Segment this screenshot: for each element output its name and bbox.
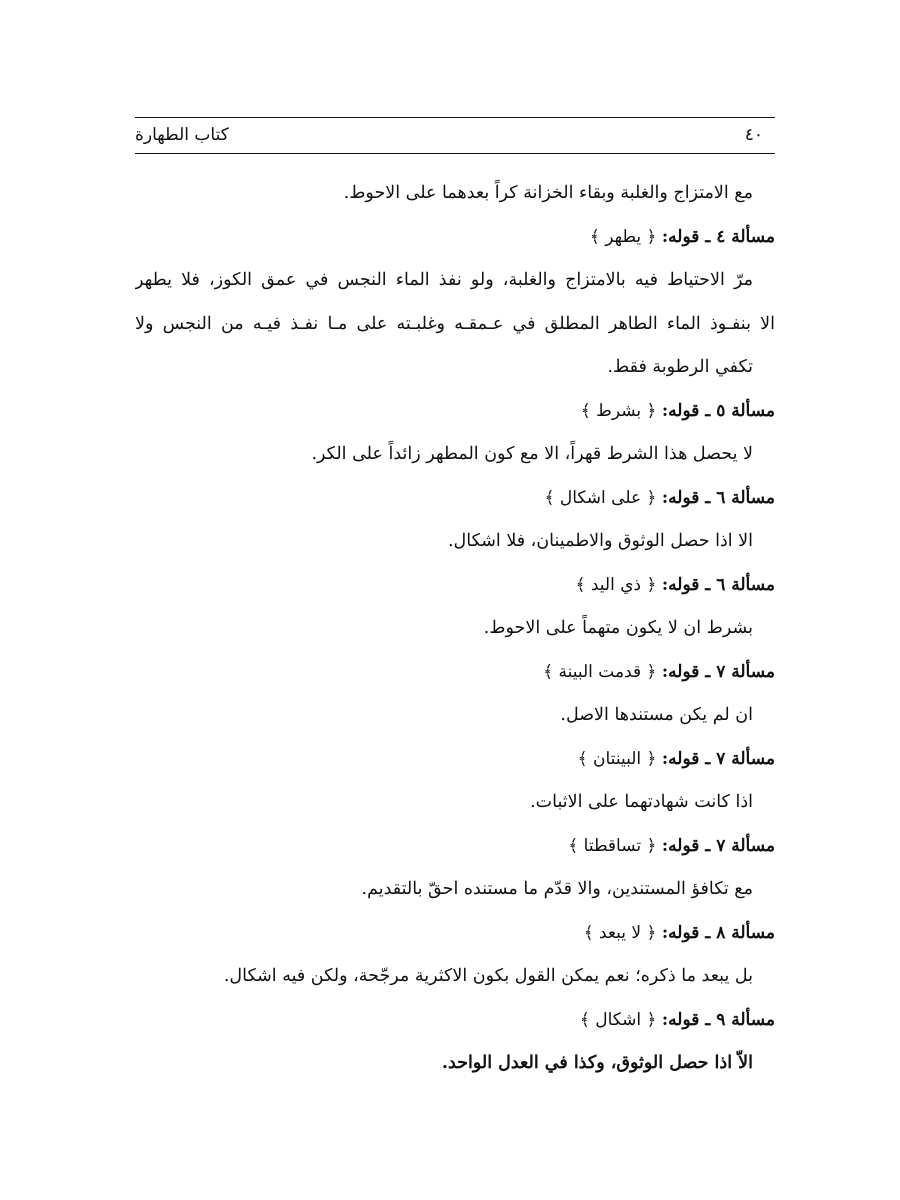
issue-quote: ﴿ قدمت البينة ﴾: [543, 661, 657, 682]
text-line: ان لم يكن مستندها الاصل.: [560, 705, 753, 725]
text-line: بشرط ان لا يكون متهماً على الاحوط.: [483, 618, 753, 638]
issue-quote: ﴿ تساقطتا ﴾: [568, 835, 657, 856]
text-line: الاّ اذا حصل الوثوق، وكذا في العدل الواحد.: [441, 1053, 753, 1073]
issue-label: مسألة ٨ ـ قوله:: [661, 922, 775, 943]
issue-quote: ﴿ يطهر ﴾: [589, 226, 657, 247]
issue-label: مسألة ٧ ـ قوله:: [661, 835, 775, 856]
page-body: [135, 172, 775, 1086]
issue-heading: [135, 738, 775, 782]
issue-label: مسألة ٧ ـ قوله:: [661, 748, 775, 769]
issue-label: مسألة ٥ ـ قوله:: [661, 400, 775, 421]
issue-quote: ﴿ لا يبعد ﴾: [583, 922, 657, 943]
issue-label: مسألة ٩ ـ قوله:: [661, 1009, 775, 1030]
issue-quote: ﴿ ذي اليد ﴾: [575, 574, 657, 595]
issue-quote: ﴿ اشكال ﴾: [579, 1009, 657, 1030]
issue-label: مسألة ٦ ـ قوله:: [661, 574, 775, 595]
text-line: مرّ الاحتياط فيه بالامتزاج والغلبة، ولو نفذ الماء النجس في عمق الكوز، فلا يطهر: [135, 270, 753, 290]
issue-label: مسألة ٤ ـ قوله:: [661, 226, 775, 247]
issue-quote: ﴿ بشرط ﴾: [580, 400, 657, 421]
issue-heading: [135, 912, 775, 956]
text-line: تكفي الرطوبة فقط.: [607, 357, 753, 377]
text-line: مع الامتزاج والغلبة وبقاء الخزانة كراً بعدهما على الاحوط.: [343, 183, 753, 203]
header-title: كتاب الطهارة: [135, 125, 229, 145]
issue-label: مسألة ٧ ـ قوله:: [661, 661, 775, 682]
text-line: الا بنفـوذ الماء الطاهر المطلق في عـمقـه وغلبـته على مـا نفـذ فيـه من النجس ولا: [135, 313, 775, 334]
issue-heading: [135, 651, 775, 695]
issue-heading: [135, 477, 775, 521]
issue-heading: [135, 999, 775, 1043]
issue-label: مسألة ٦ ـ قوله:: [661, 487, 775, 508]
issue-heading: [135, 564, 775, 608]
text-line: اذا كانت شهادتهما على الاثبات.: [530, 792, 753, 812]
text-line: لا يحصل هذا الشرط قهراً، الا مع كون المطهر زائداً على الكر.: [311, 444, 753, 464]
issue-quote: ﴿ على اشكال ﴾: [544, 487, 657, 508]
issue-heading: [135, 390, 775, 434]
page-number: ٤٠: [744, 125, 763, 145]
text-line: بل يبعد ما ذكره؛ نعم يمكن القول بكون الاكثرية مرجّحة، ولكن فيه اشكال.: [223, 966, 753, 986]
issue-heading: [135, 825, 775, 869]
text-line: مع تكافؤ المستندين، والا قدّم ما مستنده احقّ بالتقديم.: [361, 879, 753, 899]
running-header: [135, 117, 775, 154]
text-line: الا اذا حصل الوثوق والاطمينان، فلا اشكال.: [447, 531, 753, 551]
issue-quote: ﴿ البينتان ﴾: [577, 748, 657, 769]
issue-heading: [135, 216, 775, 260]
